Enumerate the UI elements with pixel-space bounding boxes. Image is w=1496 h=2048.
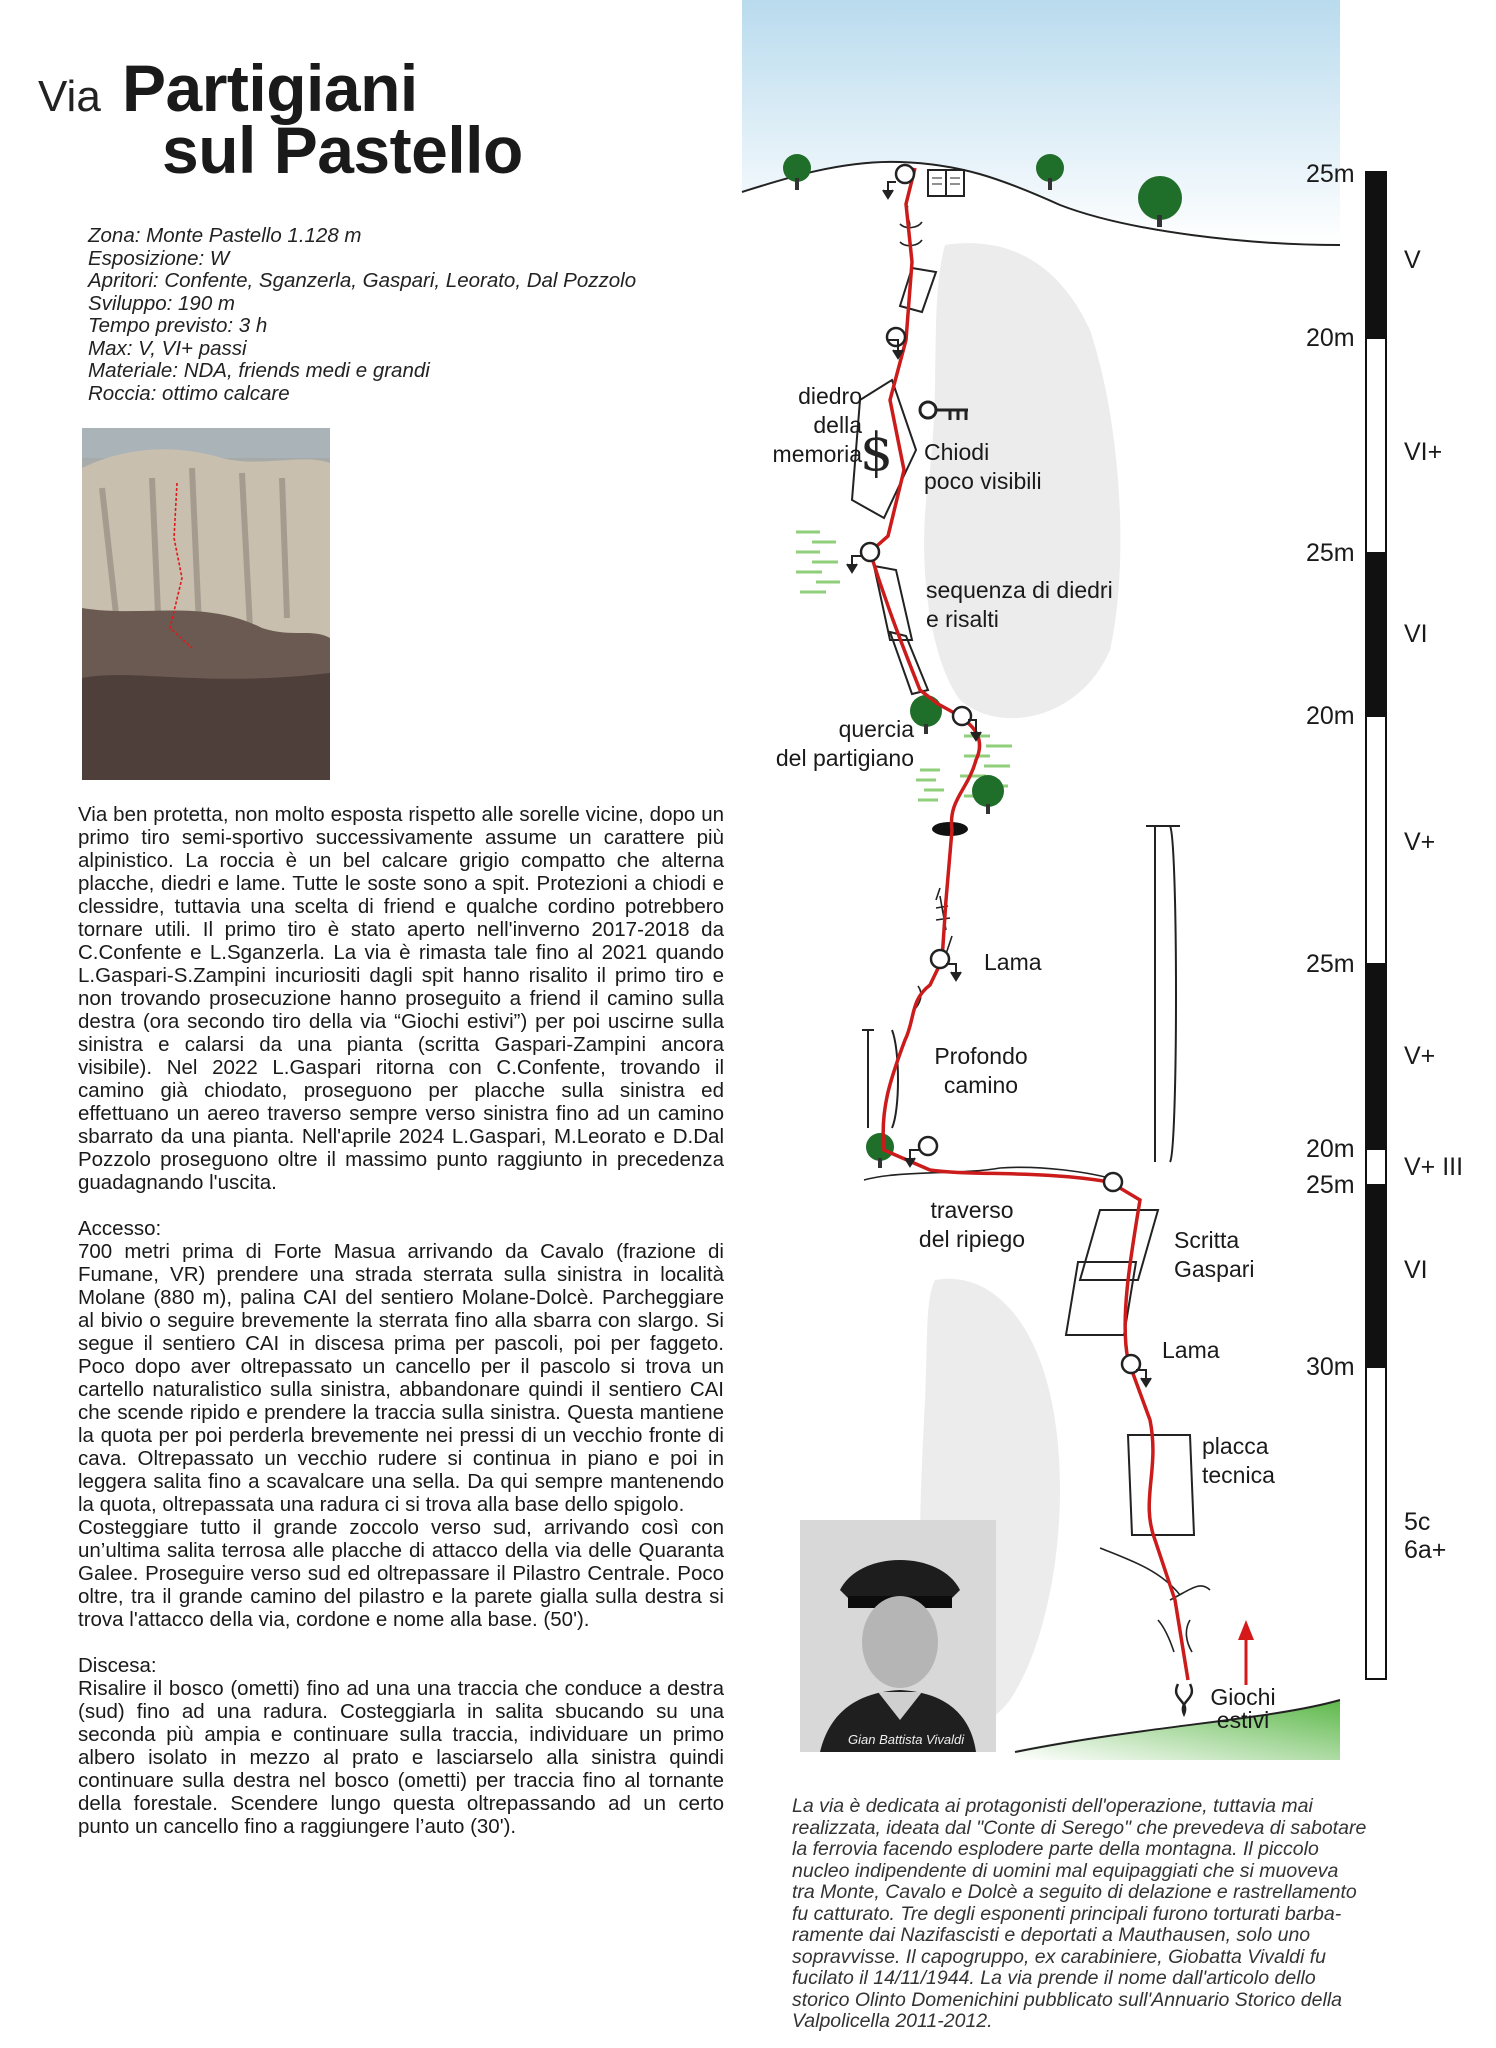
scale-grade: 6a+ [1404,1536,1447,1564]
dollar-icon: $ [860,423,894,483]
scale-grade: VI+ [1404,438,1443,466]
label-lama-2: Lama [1162,1337,1220,1363]
info-apritori: Apritori: Confente, Sganzerla, Gaspari, Leorato, Dal Pozzolo [88,269,637,292]
title-line-2: sul Pastello [162,113,523,187]
scale-grade: V [1404,246,1421,274]
scale-length: 30m [1306,1353,1355,1381]
title-prefix: Via [38,72,101,121]
scale-length: 20m [1306,324,1355,352]
label-scritta-gaspari: Scritta Gaspari [1174,1227,1255,1282]
summit-book-icon [928,170,964,196]
description-paragraph: Via ben protetta, non molto esposta rispetto alle sorelle vicine, dopo un primo tiro semi-sportivo successivamente assume un carattere più alpinistico. La roccia è un bel calcare grigio compatto che alterna placche, diedri e lame. Tutte le soste sono a spit. Protezioni a chiodi e clessidre, tuttavia una scelta di friend e qualche cordino potrebbero tornare utili. Il primo tiro è stato aperto nell'inverno 2017-2018 da C.Confente e L.Sganzerla. La via è rimasta tale fino al 2021 quando L.Gaspari-S.Zampini incuriositi dagli spit hanno risalito il primo tiro e non trovando prosecuzione hanno proseguito a friend il camino sulla destra (ora secondo tiro della via “Giochi estivi”) per poi uscirne sulla sinistra e calarsi da una pianta (scritta Gaspari-Zampini ancora visibile). Nel 2022 L.Gaspari ritorna con C.Confente, trovando il camino già chiodato, proseguono per placche sulla sinistra ed effettuano un aereo traverso sempre verso sinistra fino ad un camino sbarrato da una pianta. Nell'aprile 2024 L.Gaspari, M.Leorato e D.Dal Pozzolo proseguono oltre il massimo punto raggiunto in precedenza guadagnando l'uscita. [78,803,724,1194]
portrait-drawing [800,1520,996,1752]
title-line-1: Partigiani [122,51,418,125]
descent-text: Risalire il bosco (ometti) fino ad una una traccia che conduce a destra (sud) fino ad una radura. Costeggiarla in salita sbucando su una seconda più ampia e continuare sulla traccia, individuare un primo albero isolato in mezzo al prato e lasciarselo alla sinistra quindi continuare sulla destra nel bosco (ometti) per traccia fino al tornante della forestale. Scendere lungo questa oltrepassando ad un certo punto un cancello fino a raggiungere l’auto (30'). [78,1677,724,1838]
scale-length: 20m [1306,1135,1355,1163]
oak-tree-icon [910,695,942,734]
start-marker-icon [1176,1684,1192,1714]
portrait-caption: Gian Battista Vivaldi [848,1732,965,1747]
info-zona: Zona: Monte Pastello 1.128 m [88,224,362,247]
info-esposizione: Esposizione: W [88,246,230,270]
dedication-text: La via è dedicata ai protagonisti dell'operazione, tuttavia mai realizzata, ideata dal "Conte di Serego" che prevedeva di sabotare la ferrovia facendo esplodere parte della montagna. Il piccolo nucleo indipendente di uomini mal equipaggiati che si muoveva tra Monte, Cavalo e Dolcè a seguito di delazione e rastrellamento fu catturato. Tre degli esponenti principali furono torturati barba- ramente dai Nazifascisti e deportati a Mauthausen, solo uno sopravvisse. Il capogruppo, ex carabiniere, Giobatta Vivaldi fu fucilato il 14/11/1944. La via prende il nome dall'articolo dello storico Olinto Domenichini pubblicato sull'Annuario Storico della Valpolicella 2011-2012. [792,1795,1367,2032]
descent-heading: Discesa: [78,1654,157,1677]
tree-icon [972,775,1004,814]
scale-grade: VI [1404,1256,1428,1284]
scale-grade: V+ [1404,1042,1436,1070]
label-placca-tecnica: placca tecnica [1202,1433,1275,1488]
label-giochi-estivi: Giochi estivi [1210,1684,1276,1733]
scale-length: 25m [1306,950,1355,978]
label-quercia: quercia del partigiano [775,716,914,771]
info-max: Max: V, VI+ passi [88,336,247,360]
length-scale-bar [1366,172,1386,1679]
label-sequenza: sequenza di diedri e risalti [926,577,1113,632]
scale-grade: V+ [1404,828,1436,856]
info-materiale: Materiale: NDA, friends medi e grandi [88,359,430,382]
tree-icon [783,154,811,190]
chimney-symbols [862,826,1180,1162]
label-diedro-memoria: diedro della memoria [772,383,862,467]
scale-grade: V+ III [1404,1153,1464,1181]
arrow-up-icon [1238,1620,1254,1685]
scale-length: 25m [1306,160,1355,188]
portrait-photo [800,1520,996,1752]
grass-base [1015,1700,1340,1760]
access-heading: Accesso: [78,1217,162,1240]
info-roccia: Roccia: ottimo calcare [88,381,290,405]
scale-length: 25m [1306,539,1355,567]
info-tempo: Tempo previsto: 3 h [88,314,268,337]
sky [742,0,1340,245]
scale-length: 20m [1306,702,1355,730]
label-lama-1: Lama [984,949,1042,975]
info-sviluppo: Sviluppo: 190 m [88,291,236,315]
scale-length: 25m [1306,1171,1355,1199]
label-chiodi: Chiodi poco visibili [924,439,1042,494]
access-text: 700 metri prima di Forte Masua arrivando da Cavalo (frazione di Fumane, VR) prendere una strada sterrata sulla sinistra in località Molane (880 m), palina CAI del sentiero Molane-Dolcè. Parcheggiare al bivio o seguire brevemente la sterrata fino alla sbarra con slargo. Si segue il sentiero CAI in discesa prima per pascoli, poi per faggeto. Poco dopo aver oltrepassato un cancello per il pascolo si trova un cartello naturalistico sulla sinistra, abbandonare quindi il sentiero CAI che scende ripido e prendere la traccia sulla sinistra. Questa mantiene la quota per poi perderla brevemente nei pressi di un vecchio fronte di cava. Oltrepassato un vecchio rudere si continua in piano e poi in leggera salita fino a scavalcare una sella. Da qui sempre mantenendo la quota, oltrepassata una radura ci si trova alla base dello spigolo. [78,1240,724,1516]
scale-grade: 5c [1404,1508,1431,1536]
tree-icon [866,1133,894,1168]
access-text-2: Costeggiare tutto il grande zoccolo verso sud, arrivando così con un’ultima salita terrosa alle placche di attacco della via delle Quaranta Galee. Proseguire verso sud ed oltrepassare il Pilastro Centrale. Poco oltre, tra il grande camino del pilastro e la parete gialla sulla destra si trova l'attacco della via, cordone e nome alla base. (50'). [78,1516,724,1631]
label-traverso: traverso del ripiego [918,1197,1026,1252]
scale-grade: VI [1404,620,1428,648]
label-profondo-camino: Profondo camino [934,1043,1028,1098]
